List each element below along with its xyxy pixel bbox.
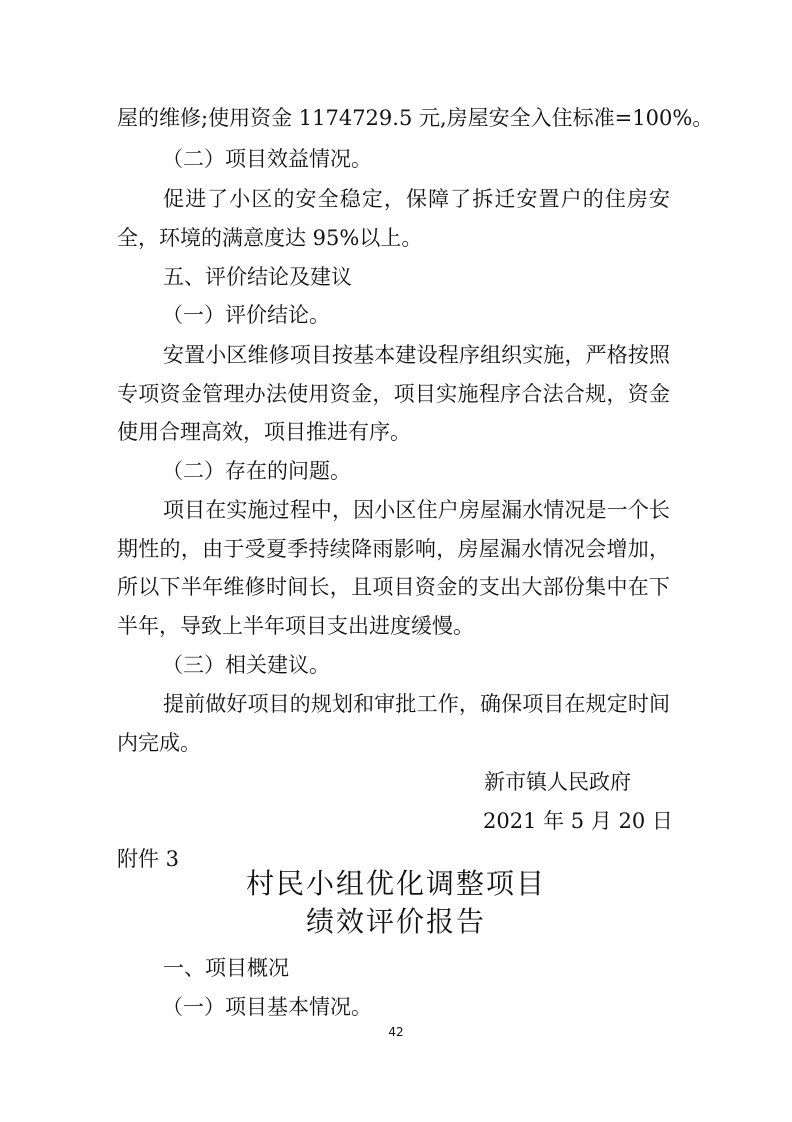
signature-date: 2021 年 5 月 20 日 [483, 809, 673, 833]
text-line-17: 内完成。 [117, 731, 201, 755]
subheading-problems: （二）存在的问题。 [162, 459, 351, 483]
report-title-line1: 村民小组优化调整项目 [245, 867, 546, 900]
text-line-14: 半年，导致上半年项目支出进度缓慢。 [117, 614, 474, 638]
text-line-7: 安置小区维修项目按基本建设程序组织实施，严格按照 [163, 343, 670, 367]
text-line-3: 促进了小区的安全稳定，保障了拆迁安置户的住房安 [163, 187, 670, 211]
heading-conclusion: 五、评价结论及建议 [163, 265, 352, 289]
subheading-benefit: （二）项目效益情况。 [162, 147, 372, 171]
text-line-1: 屋的维修;使用资金 1174729.5 元,房屋安全入住标准=100%。 [117, 106, 714, 130]
attachment-label: 附件 3 [117, 847, 180, 871]
text-line-9: 使用合理高效，项目推进有序。 [117, 420, 411, 444]
section-overview: 一、项目概况 [163, 956, 289, 980]
subheading-conclusion: （一）评价结论。 [162, 303, 330, 327]
signature-org: 新市镇人民政府 [484, 770, 631, 794]
report-title-line2: 绩效评价报告 [305, 905, 486, 938]
page-number: 42 [388, 1025, 404, 1039]
text-line-4: 全，环境的满意度达 95%以上。 [117, 226, 423, 250]
text-line-13: 所以下半年维修时间长，且项目资金的支出大部份集中在下 [117, 575, 670, 599]
text-line-12: 期性的，由于受夏季持续降雨影响，房屋漏水情况会增加， [117, 537, 670, 561]
section-basic-info: （一）项目基本情况。 [162, 995, 372, 1019]
text-line-8: 专项资金管理办法使用资金，项目实施程序合法合规，资金 [117, 382, 670, 406]
subheading-suggestions: （三）相关建议。 [162, 653, 330, 677]
text-line-16: 提前做好项目的规划和审批工作，确保项目在规定时间 [163, 692, 670, 716]
text-line-11: 项目在实施过程中，因小区住户房屋漏水情况是一个长 [163, 498, 670, 522]
